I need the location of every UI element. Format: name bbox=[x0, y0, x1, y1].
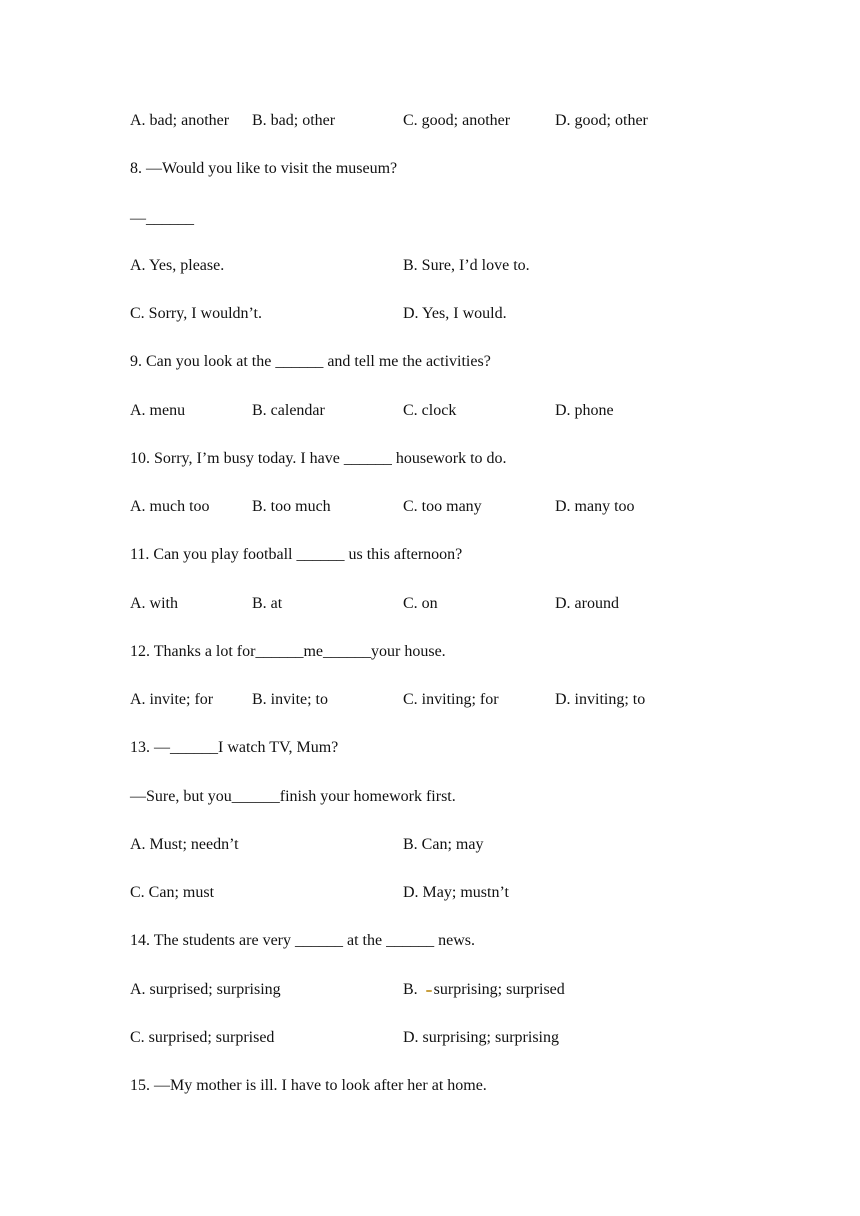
q11-question: 11. Can you play football ______ us this afternoon? bbox=[130, 546, 463, 563]
q8-response: —______ bbox=[130, 210, 194, 227]
q9-question: 9. Can you look at the ______ and tell me the activities? bbox=[130, 353, 491, 370]
q14-option-a: A. surprised; surprising bbox=[130, 981, 281, 998]
q13-option-b: B. Can; may bbox=[403, 836, 484, 853]
q12-option-b: B. invite; to bbox=[252, 691, 328, 708]
q13-option-c: C. Can; must bbox=[130, 884, 215, 901]
q10-option-c: C. too many bbox=[403, 498, 482, 515]
q12-option-d: D. inviting; to bbox=[555, 691, 646, 708]
q12-option-a: A. invite; for bbox=[130, 691, 214, 708]
q13-option-a: A. Must; needn’t bbox=[130, 836, 239, 853]
q13-response: —Sure, but you______finish your homework first. bbox=[130, 788, 456, 805]
q7-option-d: D. good; other bbox=[555, 112, 648, 129]
scan-mark-icon bbox=[426, 988, 432, 992]
q13-question: 13. —______I watch TV, Mum? bbox=[130, 739, 339, 756]
q10-option-a: A. much too bbox=[130, 498, 210, 515]
q8-option-d: D. Yes, I would. bbox=[403, 305, 507, 322]
q7-option-c: C. good; another bbox=[403, 112, 511, 129]
q9-option-a: A. menu bbox=[130, 402, 186, 419]
q8-option-b: B. Sure, I’d love to. bbox=[403, 257, 530, 274]
q8-option-a: A. Yes, please. bbox=[130, 257, 225, 274]
q7-option-b: B. bad; other bbox=[252, 112, 336, 129]
q14-option-b-text: surprising; surprised bbox=[433, 981, 565, 998]
q11-option-c: C. on bbox=[403, 595, 438, 612]
q12-option-c: C. inviting; for bbox=[403, 691, 499, 708]
q9-option-c: C. clock bbox=[403, 402, 457, 419]
q14-option-c: C. surprised; surprised bbox=[130, 1029, 275, 1046]
q10-option-b: B. too much bbox=[252, 498, 331, 515]
q15-question: 15. —My mother is ill. I have to look after her at home. bbox=[130, 1077, 487, 1094]
q9-option-d: D. phone bbox=[555, 402, 614, 419]
q10-option-d: D. many too bbox=[555, 498, 635, 515]
q11-option-a: A. with bbox=[130, 595, 178, 612]
q8-option-c: C. Sorry, I wouldn’t. bbox=[130, 305, 262, 322]
q14-option-b bbox=[403, 979, 565, 1001]
q11-option-b: B. at bbox=[252, 595, 283, 612]
q14-option-b-letter: B. bbox=[403, 981, 418, 998]
q14-question: 14. The students are very ______ at the ______ news. bbox=[130, 932, 475, 949]
q12-question: 12. Thanks a lot for______me______your house. bbox=[130, 643, 446, 660]
q7-option-a: A. bad; another bbox=[130, 112, 230, 129]
q13-option-d: D. May; mustn’t bbox=[403, 884, 509, 901]
q11-option-d: D. around bbox=[555, 595, 619, 612]
q10-question: 10. Sorry, I’m busy today. I have ______ housework to do. bbox=[130, 450, 507, 467]
q14-option-d: D. surprising; surprising bbox=[403, 1029, 559, 1046]
q8-question: 8. —Would you like to visit the museum? bbox=[130, 160, 398, 177]
q9-option-b: B. calendar bbox=[252, 402, 325, 419]
